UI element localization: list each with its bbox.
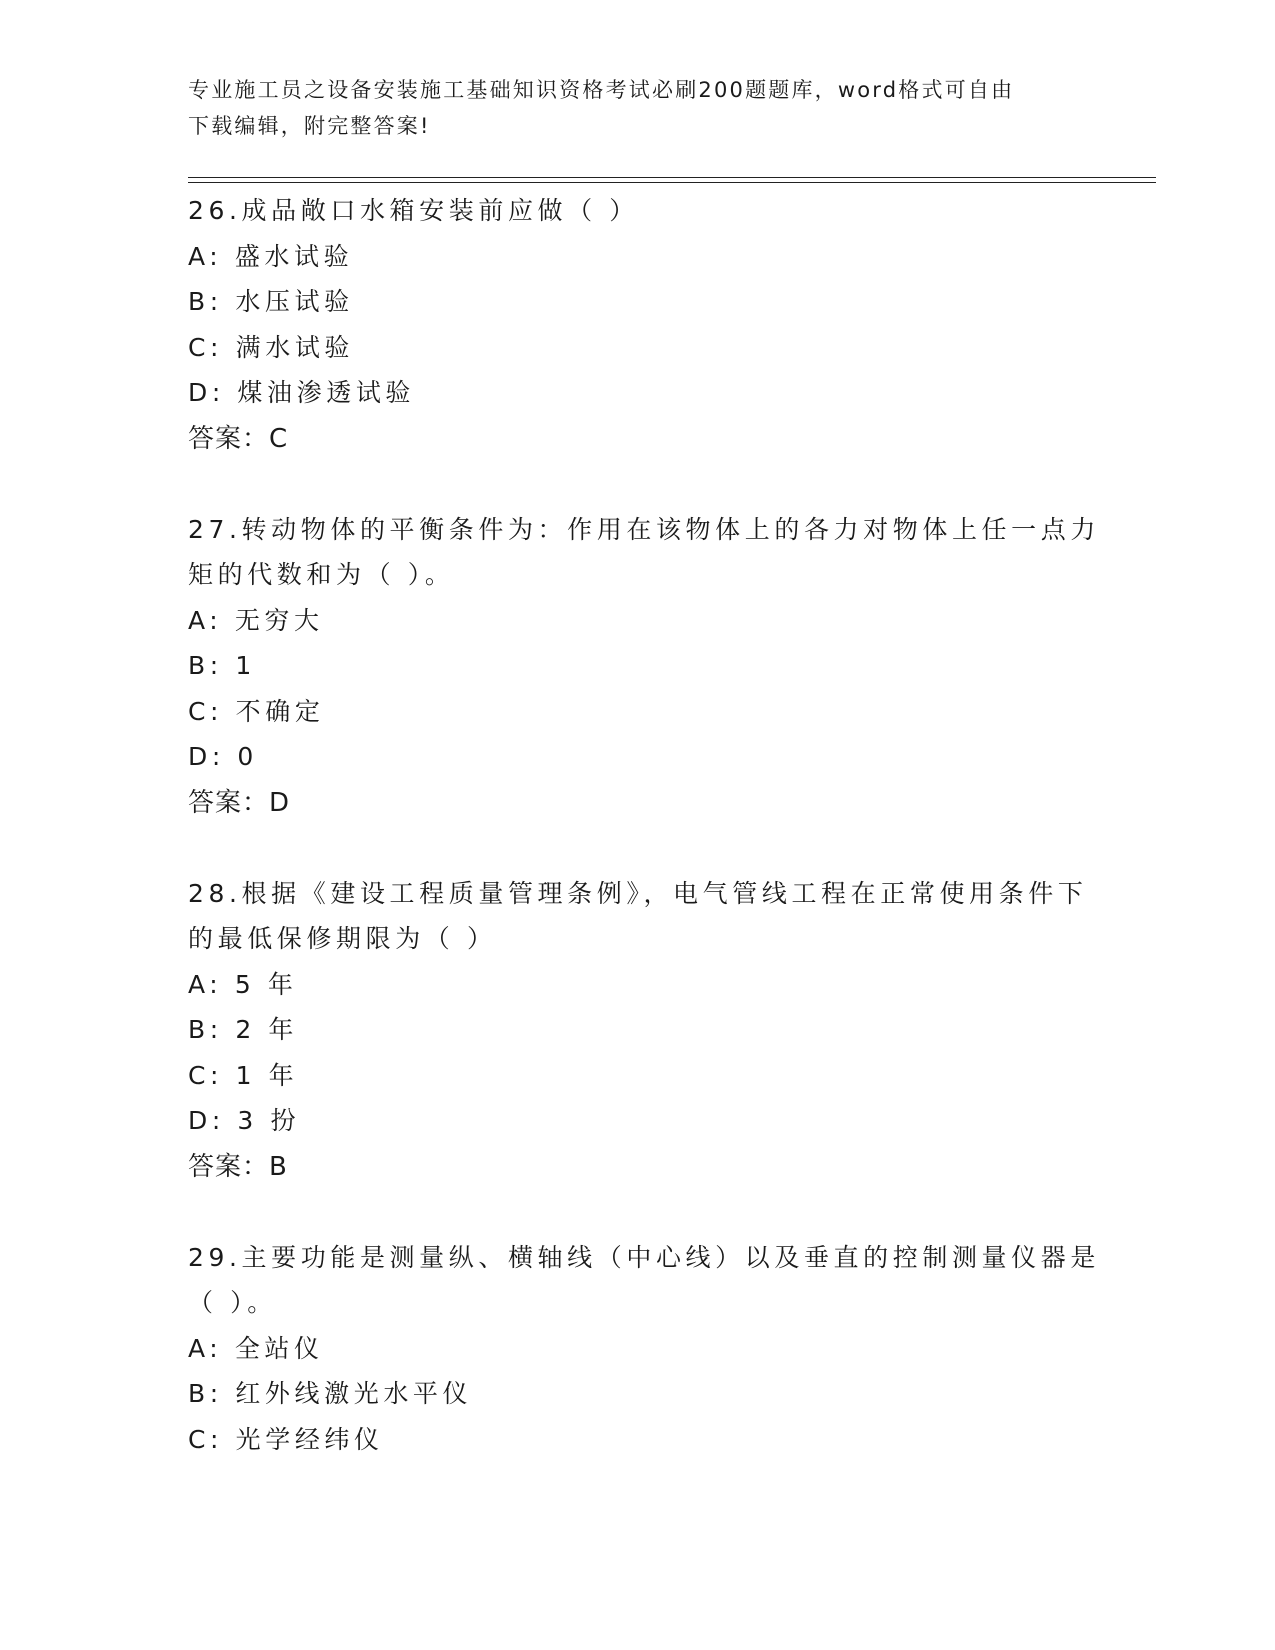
option-d: D: 煤油渗透试验 <box>188 378 416 407</box>
answer-text: 答案：D <box>188 787 291 818</box>
header-line-2: 下载编辑，附完整答案! <box>188 114 431 138</box>
question-text-continued: 的最低保修期限为（ ） <box>188 924 497 953</box>
option-b: B: 水压试验 <box>188 287 354 316</box>
document-header <box>188 72 1088 144</box>
option-c: C: 满水试验 <box>188 332 355 362</box>
question-28 <box>188 871 1088 1190</box>
header-line-1: 专业施工员之设备安装施工基础知识资格考试必刷200题题库，word格式可自由 <box>188 78 1015 102</box>
option-d: D: 0 <box>188 742 258 771</box>
question-text-continued: 矩的代数和为（ ）。 <box>188 560 455 589</box>
option-b: B: 红外线激光水平仪 <box>188 1379 473 1408</box>
option-b: B: 1 <box>188 651 256 680</box>
question-26 <box>188 188 1088 462</box>
option-a: A: 全站仪 <box>188 1333 324 1363</box>
question-text: 26.成品敞口水箱安装前应做（ ） <box>188 196 639 225</box>
answer-text: 答案：C <box>188 423 289 454</box>
question-list <box>188 188 1100 1507</box>
question-29 <box>188 1235 1100 1463</box>
option-a: A: 无穷大 <box>188 605 324 635</box>
option-d: D: 3 扮 <box>188 1106 301 1135</box>
answer-text: 答案：B <box>188 1151 288 1182</box>
question-text: 29.主要功能是测量纵、横轴线（中心线）以及垂直的控制测量仪器是 <box>188 1242 1100 1272</box>
option-a: A: 盛水试验 <box>188 241 354 271</box>
question-text: 27.转动物体的平衡条件为：作用在该物体上的各力对物体上任一点力 <box>188 514 1100 544</box>
option-c: C: 光学经纬仪 <box>188 1424 384 1454</box>
question-text-continued: （ ）。 <box>188 1288 277 1317</box>
option-c: C: 不确定 <box>188 696 325 726</box>
option-b: B: 2 年 <box>188 1015 298 1044</box>
option-a: A: 5 年 <box>188 969 298 999</box>
header-divider-bottom <box>188 182 1156 183</box>
question-text: 28.根据《建设工程质量管理条例》，电气管线工程在正常使用条件下 <box>188 878 1088 908</box>
option-c: C: 1 年 <box>188 1060 299 1090</box>
question-27 <box>188 507 1100 826</box>
header-divider-top <box>188 177 1156 178</box>
